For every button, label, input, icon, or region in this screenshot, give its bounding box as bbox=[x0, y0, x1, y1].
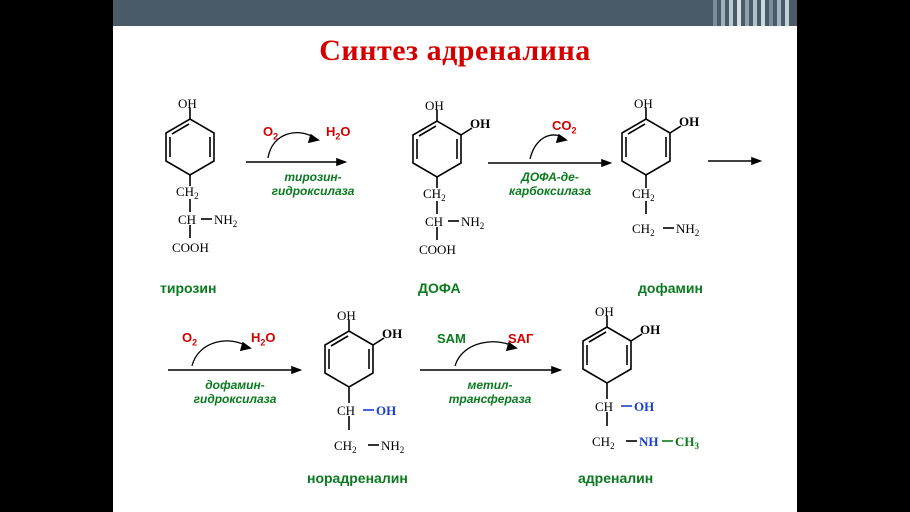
enzyme-dopamine-hydroxylase bbox=[165, 378, 305, 406]
reagent-o2: $O_2$ bbox=[182, 330, 198, 348]
compound-label-noradrenaline: норадреналин bbox=[307, 470, 408, 486]
atom-ch2: $CH_2$ bbox=[176, 184, 199, 201]
reagent-sam: SAM bbox=[437, 331, 466, 346]
compound-label-dopa: ДОФА bbox=[418, 280, 461, 296]
reagent-h2o: $H_2O$ bbox=[251, 330, 276, 348]
atom-oh-red: OH bbox=[470, 116, 491, 131]
atom-ch: CH bbox=[595, 399, 614, 414]
atom-nh2: $NH_2$ bbox=[676, 221, 700, 238]
atom-cooh: COOH bbox=[419, 242, 456, 257]
enzyme-line1: дофамин- bbox=[205, 378, 265, 392]
atom-ch3-green: $CH_3$ bbox=[675, 434, 699, 451]
enzyme-line1: метил- bbox=[467, 378, 513, 392]
atom-nh2: $NH_2$ bbox=[381, 438, 405, 455]
atom-oh: OH bbox=[595, 304, 614, 319]
enzyme-dopa-decarboxylase bbox=[485, 170, 615, 198]
atom-ch2: $CH_2$ bbox=[632, 221, 655, 238]
atom-ch2: $CH_2$ bbox=[632, 186, 655, 203]
enzyme-line1: тирозин- bbox=[284, 170, 342, 184]
enzyme-line2: карбоксилаза bbox=[508, 184, 591, 198]
enzyme-line2: гидроксилаза bbox=[193, 392, 277, 406]
atom-oh-red: OH bbox=[382, 326, 403, 341]
atom-oh: OH bbox=[178, 96, 197, 111]
atom-ch: CH bbox=[178, 212, 197, 227]
atom-cooh: COOH bbox=[172, 240, 209, 255]
reagent-o2: $O_2$ bbox=[263, 124, 279, 142]
atom-ch: CH bbox=[425, 214, 444, 229]
enzyme-line2: трансфераза bbox=[448, 392, 532, 406]
compound-label-tyrosine: тирозин bbox=[160, 280, 217, 296]
page-title: Синтез адреналина bbox=[319, 34, 591, 67]
atom-ch2: $CH_2$ bbox=[423, 186, 446, 203]
atom-oh-red: OH bbox=[679, 114, 700, 129]
enzyme-line1: ДОФА-де- bbox=[521, 170, 579, 184]
reagent-h2o: $H_2O$ bbox=[326, 124, 351, 142]
atom-oh: OH bbox=[634, 96, 653, 111]
atom-nh2: $NH_2$ bbox=[461, 214, 485, 231]
atom-ch2: $CH_2$ bbox=[592, 434, 615, 451]
atom-oh-blue: OH bbox=[634, 399, 655, 414]
compound-label-dopamine: дофамин bbox=[638, 280, 703, 296]
compound-label-adrenaline: адреналин bbox=[578, 470, 654, 486]
enzyme-methyl-transferase bbox=[420, 378, 560, 406]
atom-oh-red: OH bbox=[640, 322, 661, 337]
atom-ch: CH bbox=[337, 403, 356, 418]
atom-nh2: $NH_2$ bbox=[214, 212, 238, 229]
reagent-sah: SAГ bbox=[508, 331, 534, 346]
atom-ch2: $CH_2$ bbox=[334, 438, 357, 455]
enzyme-line2: гидроксилаза bbox=[271, 184, 355, 198]
enzyme-tyrosine-hydroxylase bbox=[248, 170, 378, 198]
reagent-co2: $CO_2$ bbox=[552, 118, 577, 136]
atom-nh-blue: NH bbox=[639, 434, 659, 449]
atom-oh-blue: OH bbox=[376, 403, 397, 418]
atom-oh: OH bbox=[337, 308, 356, 323]
atom-oh: OH bbox=[425, 98, 444, 113]
